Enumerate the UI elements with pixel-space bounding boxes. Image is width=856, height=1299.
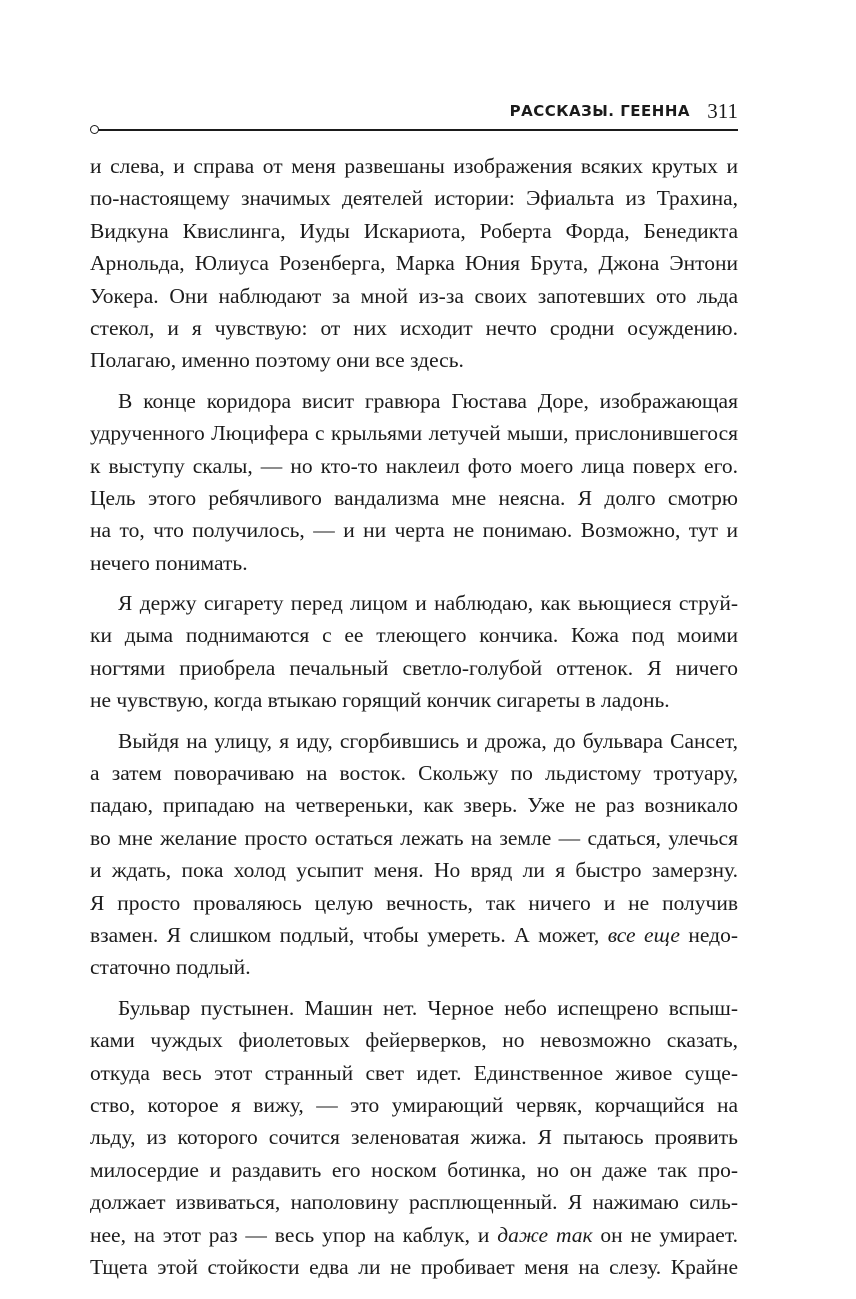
text-segment: недо- bbox=[679, 922, 738, 947]
text-line: стекол, и я чувствую: от них исходит нечто сродни осуждению. bbox=[90, 315, 738, 340]
text-segment: нее, на этот раз — весь упор на каблук, и bbox=[90, 1222, 498, 1247]
text-line bbox=[90, 919, 738, 951]
text-segment: он не умирает. bbox=[592, 1222, 738, 1247]
paragraph-gap bbox=[90, 717, 738, 725]
text-line: Выйдя на улицу, я иду, сгорбившись и дрожа, до бульвара Сансет, bbox=[118, 728, 738, 753]
paragraph-4 bbox=[90, 725, 738, 984]
italic-phrase: даже так bbox=[497, 1222, 593, 1247]
text-line: Видкуна Квислинга, Иуды Искариота, Роберта Форда, Бенедикта bbox=[90, 218, 738, 243]
paragraph-1 bbox=[90, 150, 738, 377]
page-number: 311 bbox=[707, 99, 738, 123]
text-line: ногтями приобрела печальный светло-голубой оттенок. Я ничего bbox=[90, 655, 738, 680]
text-line: должает извиваться, наполовину расплющенный. Я нажимаю силь- bbox=[90, 1190, 738, 1215]
text-line: не чувствую, когда втыкаю горящий кончик сигареты в ладонь. bbox=[90, 688, 670, 713]
text-line bbox=[90, 1219, 738, 1251]
text-line: и ждать, пока холод усыпит меня. Но вряд ли я быстро замерзну. bbox=[90, 858, 738, 883]
text-line: ство, которое я вижу, — это умирающий червяк, корчащийся на bbox=[90, 1092, 738, 1117]
running-head-title bbox=[510, 102, 690, 120]
text-line: льду, из которого сочится зеленоватая жижа. Я пытаюсь проявить bbox=[90, 1125, 738, 1150]
text-line: Тщета этой стойкости едва ли не пробивает меня на слезу. Крайне bbox=[90, 1254, 738, 1279]
text-line: откуда весь этот странный свет идет. Единственное живое суще- bbox=[90, 1060, 738, 1085]
paragraph-5 bbox=[90, 992, 738, 1284]
text-line: статочно подлый. bbox=[90, 955, 251, 980]
text-segment: взамен. Я слишком подлый, чтобы умереть. А может, bbox=[90, 922, 608, 947]
text-line: Арнольда, Юлиуса Розенберга, Марка Юния Брута, Джона Энтони bbox=[90, 251, 738, 276]
text-line: ки дыма поднимаются с ее тлеющего кончика. Кожа под моими bbox=[90, 623, 738, 648]
text-line: к выступу скалы, — но кто-то наклеил фото моего лица поверх его. bbox=[90, 453, 738, 478]
text-line: по-настоящему значимых деятелей истории: Эфиальта из Трахина, bbox=[90, 186, 738, 211]
paragraph-3 bbox=[90, 587, 738, 717]
text-line: Цель этого ребячливого вандализма мне неясна. Я долго смотрю bbox=[90, 485, 738, 510]
paragraph-gap bbox=[90, 377, 738, 385]
text-line: падаю, припадаю на четвереньки, как зверь. Уже не раз возникало bbox=[90, 793, 738, 818]
text-line: ками чуждых фиолетовых фейерверков, но невозможно сказать, bbox=[90, 1028, 738, 1053]
header-rule bbox=[98, 129, 738, 131]
text-line: Уокера. Они наблюдают за мной из-за своих запотевших ото льда bbox=[90, 283, 738, 308]
text-line: нечего понимать. bbox=[90, 550, 248, 575]
paragraph-2 bbox=[90, 385, 738, 579]
text-line: Я держу сигарету перед лицом и наблюдаю, как вьющиеся струй- bbox=[118, 591, 738, 616]
text-line: во мне желание просто остаться лежать на земле — сдаться, улечься bbox=[90, 825, 738, 850]
text-line: и слева, и справа от меня развешаны изображения всяких крутых и bbox=[90, 154, 738, 178]
text-line: на то, что получилось, — и ни черта не понимаю. Возможно, тут и bbox=[90, 518, 738, 543]
text-line: В конце коридора висит гравюра Гюстава Доре, изображающая bbox=[118, 388, 738, 413]
header-rule-dot-icon bbox=[90, 125, 99, 134]
body-text bbox=[90, 150, 738, 1283]
italic-phrase: все еще bbox=[607, 922, 680, 947]
running-head-chapter: ГЕЕННА bbox=[620, 102, 690, 120]
running-head-section: РАССКАЗЫ. bbox=[509, 102, 615, 120]
text-line: Полагаю, именно поэтому они все здесь. bbox=[90, 348, 464, 373]
text-line: милосердие и раздавить его носком ботинка, но он даже так про- bbox=[90, 1157, 738, 1182]
text-line: Бульвар пустынен. Машин нет. Черное небо испещрено вспыш- bbox=[118, 995, 738, 1020]
text-line: а затем поворачиваю на восток. Скольжу по льдистому тротуару, bbox=[90, 761, 738, 786]
paragraph-gap bbox=[90, 984, 738, 992]
paragraph-gap bbox=[90, 579, 738, 587]
text-line: Я просто проваляюсь целую вечность, так ничего и не получив bbox=[90, 890, 738, 915]
text-line: удрученного Люцифера с крыльями летучей мыши, прислонившегося bbox=[90, 421, 738, 446]
running-head bbox=[90, 96, 738, 136]
